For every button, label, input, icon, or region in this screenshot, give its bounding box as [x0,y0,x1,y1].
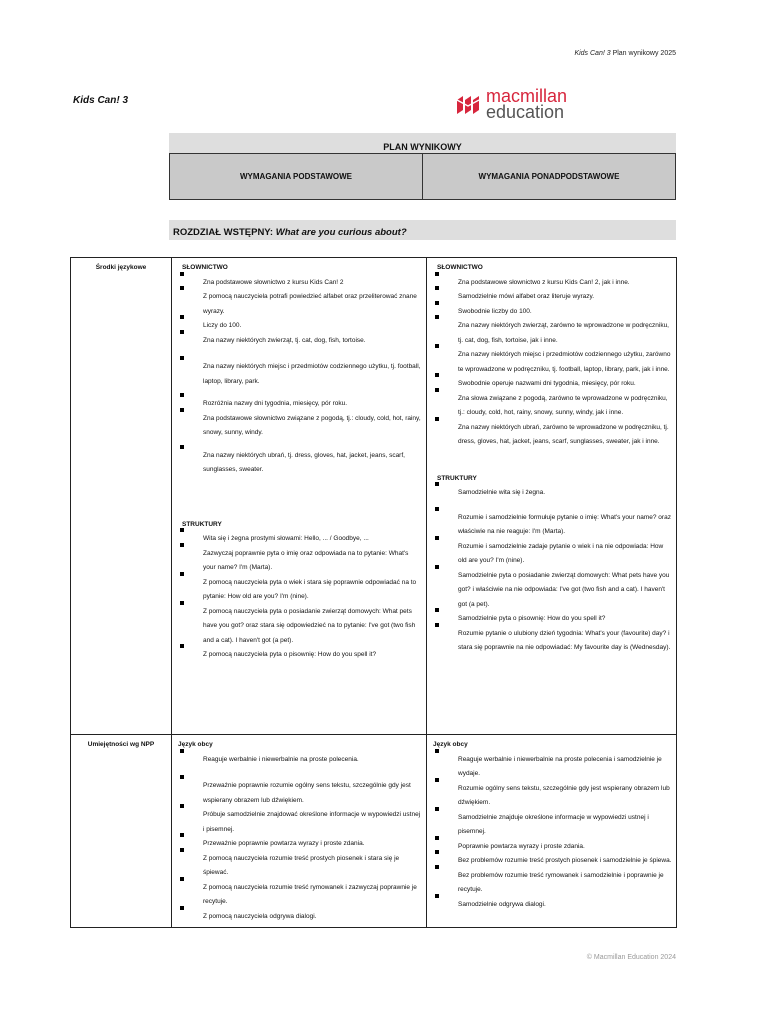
list-item: Przeważnie poprawnie powtarza wyrazy i proste zdania. [176,837,422,852]
list-item: Zna podstawowe słownictwo z kursu Kids Can! 2, jak i inne. [431,276,672,291]
list-item: Swobodnie operuje nazwami dni tygodnia, miesięcy, pór roku. [431,377,672,392]
table-row [71,258,677,735]
list-item: Z pomocą nauczyciela odgrywa dialogi. [176,910,422,925]
list-item: Zna nazwy niektórych zwierząt, tj. cat, dog, fish, tortoise. [176,334,422,349]
running-header [574,50,676,57]
list-item: Rozumie i samodzielnie formułuje pytanie o imię: What's your name? oraz właściwie na nie reaguje: I'm (Marta). [431,511,672,540]
basic-vocab-list [176,276,422,478]
list-item: Samodzielnie odgrywa dialogi. [431,898,672,913]
list-item: Z pomocą nauczyciela pyta o posiadanie zwierząt domowych: What pets have you got? oraz stara się odpowiedzieć na to pytanie: I've got (two fish and a cat). I haven't got (a pet). [176,605,422,649]
running-header-plan: Plan wynikowy 2025 [610,50,676,57]
vocab-heading: SŁOWNICTWO [437,264,483,271]
list-item: Zna słowa związane z pogodą, zarówno te wprowadzone w podręczniku, tj.: cloudy, cold, hot, rainy, snowy, sunny, windy, jak i inne. [431,392,672,421]
chapter-title: What are you curious about? [275,227,407,238]
list-item: Bez problemów rozumie treść prostych piosenek i samodzielnie je śpiewa. [431,854,672,869]
skills-heading: Język obcy [433,741,468,748]
list-item: Liczy do 100. [176,319,422,334]
plan-title: PLAN WYNIKOWY [169,133,676,153]
list-item: Rozumie ogólny sens tekstu, szczególnie gdy jest wspierany obrazem lub dźwiękiem. [431,782,672,811]
chapter-heading [169,220,676,240]
row-label: Umiejętności wg NPP [71,735,172,928]
list-item: Z pomocą nauczyciela pyta o pisownię: How do you spell it? [176,648,422,663]
advanced-language-cell [427,258,677,735]
list-item: Zazwyczaj poprawnie pyta o imię oraz odpowiada na to pytanie: What's your name? I'm (Marta). [176,547,422,576]
list-item: Z pomocą nauczyciela pyta o wiek i stara się poprawnie odpowiadać na to pytanie: How old are you? I'm (nine). [176,576,422,605]
list-item: Z pomocą nauczyciela rozumie treść prostych piosenek i stara się je śpiewać. [176,852,422,881]
advanced-skills-cell [427,735,677,928]
list-item: Samodzielnie znajduje określone informacje w wypowiedzi ustnej i pisemnej. [431,811,672,840]
basic-skills-cell [172,735,427,928]
requirements-table [70,257,677,928]
advanced-skills-list [431,753,672,913]
list-item: Zna nazwy niektórych miejsc i przedmiotów codziennego użytku, tj. football, laptop, library, park. [176,360,422,389]
basic-language-cell [172,258,427,735]
basic-struct-list [176,532,422,663]
list-item: Wita się i żegna prostymi słowami: Hello, ... / Goodbye, ... [176,532,422,547]
logo-wordmark [486,88,567,120]
macmillan-mark-icon [456,94,482,116]
list-item: Reaguje werbalnie i niewerbalnie na proste polecenia. [176,753,422,768]
list-item: Samodzielnie mówi alfabet oraz literuje wyrazy. [431,290,672,305]
list-item: Zna podstawowe słownictwo z kursu Kids Can! 2 [176,276,422,291]
list-item: Rozumie pytanie o ulubiony dzień tygodnia: What's your (favourite) day? i stara się poprawnie na nie odpowiadać: My favourite day is (Wednesday). [431,627,672,656]
list-item: Zna nazwy niektórych zwierząt, zarówno te wprowadzone w podręczniku, tj. cat, dog, fish, tortoise, jak i inne. [431,319,672,348]
running-header-book: Kids Can! 3 [574,50,611,57]
list-item: Próbuje samodzielnie znajdować określone informacje w wypowiedzi ustnej i pisemnej. [176,808,422,837]
list-item: Samodzielnie pyta o posiadanie zwierząt domowych: What pets have you got? i właściwie na nie odpowiada: I've got (two fish and a cat). I haven't got (a pet). [431,569,672,613]
book-title: Kids Can! 3 [73,95,129,106]
list-item: Rozumie i samodzielnie zadaje pytanie o wiek i na nie odpowiada: How old are you? I'm (nine). [431,540,672,569]
advanced-vocab-list [431,276,672,450]
copyright-footer: © Macmillan Education 2024 [586,954,676,961]
list-item: Bez problemów rozumie treść rymowanek i samodzielnie i poprawnie je recytuje. [431,869,672,898]
list-item: Zna nazwy niektórych ubrań, zarówno te wprowadzone w podręczniku, tj. dress, gloves, hat, jacket, jeans, scarf, sunglasses, sweater, jak i inne. [431,421,672,450]
struct-heading: STRUKTURY [437,474,477,482]
list-item: Z pomocą nauczyciela rozumie treść rymowanek i zazwyczaj poprawnie je recytuje. [176,881,422,910]
chapter-prefix: ROZDZIAŁ WSTĘPNY: [173,227,276,238]
list-item: Rozróżnia nazwy dni tygodnia, miesięcy, pór roku. [176,397,422,412]
logo-word-1: macmillan [486,86,568,106]
requirements-header [169,153,676,200]
basic-requirements-heading: WYMAGANIA PODSTAWOWE [170,154,422,199]
logo-word-2: education [486,102,565,122]
list-item: Samodzielnie wita się i żegna. [431,486,672,501]
vocab-heading: SŁOWNICTWO [182,264,228,271]
list-item: Reaguje werbalnie i niewerbalnie na proste polecenia i samodzielnie je wydaje. [431,753,672,782]
list-item: Przeważnie poprawnie rozumie ogólny sens tekstu, szczególnie gdy jest wspierany obrazem lub dźwiękiem. [176,779,422,808]
list-item: Swobodnie liczby do 100. [431,305,672,320]
struct-heading: STRUKTURY [182,520,222,528]
list-item: Z pomocą nauczyciela potrafi powiedzieć alfabet oraz przeliterować znane wyrazy. [176,290,422,319]
advanced-struct-list [431,486,672,656]
list-item: Zna nazwy niektórych ubrań, tj. dress, gloves, hat, jacket, jeans, scarf, sunglasses, sweater. [176,449,422,478]
list-item: Samodzielnie pyta o pisownię: How do you spell it? [431,612,672,627]
table-row [71,735,677,928]
row-label: Środki językowe [71,258,172,735]
macmillan-logo [456,86,586,126]
list-item: Zna podstawowe słownictwo związane z pogodą, tj.: cloudy, cold, hot, rainy, snowy, sunny, windy. [176,412,422,441]
list-item: Zna nazwy niektórych miejsc i przedmiotów codziennego użytku, zarówno te wprowadzone w podręczniku, tj. football, laptop, library, park, jak i inne. [431,348,672,377]
basic-skills-list [176,753,422,925]
list-item: Poprawnie powtarza wyrazy i proste zdania. [431,840,672,855]
skills-heading: Język obcy [178,741,213,748]
advanced-requirements-heading: WYMAGANIA PONADPODSTAWOWE [422,154,675,199]
